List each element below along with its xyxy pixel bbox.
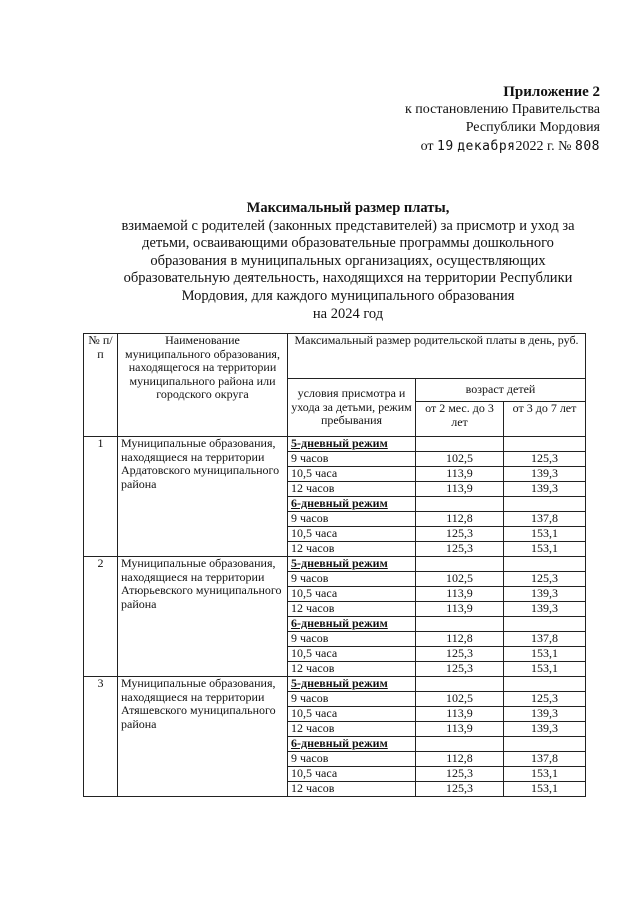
mode-label: 5-дневный режим bbox=[288, 557, 416, 572]
document-title bbox=[100, 200, 596, 323]
empty-cell bbox=[504, 617, 586, 632]
fee-age-2m-3y: 113,9 bbox=[416, 707, 504, 722]
fee-age-2m-3y: 113,9 bbox=[416, 602, 504, 617]
fee-age-3y-7y: 153,1 bbox=[504, 782, 586, 797]
duration-label: 9 часов bbox=[288, 452, 416, 467]
fee-age-3y-7y: 137,8 bbox=[504, 632, 586, 647]
fee-age-3y-7y: 139,3 bbox=[504, 602, 586, 617]
duration-label: 12 часов bbox=[288, 662, 416, 677]
fee-age-2m-3y: 125,3 bbox=[416, 647, 504, 662]
row-number: 1 bbox=[84, 437, 118, 557]
table-row bbox=[84, 557, 586, 572]
fee-age-2m-3y: 113,9 bbox=[416, 482, 504, 497]
fee-age-3y-7y: 125,3 bbox=[504, 452, 586, 467]
duration-label: 12 часов bbox=[288, 782, 416, 797]
duration-label: 10,5 часа bbox=[288, 527, 416, 542]
appendix-line-2: Республики Мордовия bbox=[465, 120, 600, 135]
fee-age-3y-7y: 153,1 bbox=[504, 527, 586, 542]
empty-cell bbox=[504, 677, 586, 692]
date-year-suffix: 2022 г. № bbox=[515, 139, 572, 154]
title-line: на 2024 год bbox=[312, 305, 384, 322]
fee-age-2m-3y: 125,3 bbox=[416, 527, 504, 542]
mode-label: 5-дневный режим bbox=[288, 437, 416, 452]
fee-age-2m-3y: 125,3 bbox=[416, 542, 504, 557]
mode-label: 6-дневный режим bbox=[288, 497, 416, 512]
municipality-name: Муниципальные образования, находящиеся на территории Атюрьевского муниципального района bbox=[118, 557, 288, 677]
header-age-1: от 2 мес. до 3 лет bbox=[416, 402, 504, 437]
duration-label: 12 часов bbox=[288, 482, 416, 497]
title-line: образовательную деятельность, находящихся на территории Республики bbox=[123, 270, 573, 287]
fee-age-2m-3y: 112,8 bbox=[416, 632, 504, 647]
fee-age-3y-7y: 125,3 bbox=[504, 692, 586, 707]
decree-number: 808 bbox=[575, 139, 600, 154]
mode-label: 6-дневный режим bbox=[288, 617, 416, 632]
empty-cell bbox=[416, 737, 504, 752]
duration-label: 9 часов bbox=[288, 692, 416, 707]
duration-label: 10,5 часа bbox=[288, 647, 416, 662]
mode-label: 6-дневный режим bbox=[288, 737, 416, 752]
duration-label: 9 часов bbox=[288, 752, 416, 767]
fee-age-3y-7y: 153,1 bbox=[504, 662, 586, 677]
fee-age-2m-3y: 113,9 bbox=[416, 587, 504, 602]
fee-age-2m-3y: 125,3 bbox=[416, 782, 504, 797]
mode-label: 5-дневный режим bbox=[288, 677, 416, 692]
appendix-date-line bbox=[405, 138, 600, 156]
fee-age-3y-7y: 139,3 bbox=[504, 482, 586, 497]
fee-age-2m-3y: 125,3 bbox=[416, 767, 504, 782]
fee-table-body bbox=[84, 334, 586, 797]
row-number: 3 bbox=[84, 677, 118, 797]
fee-age-3y-7y: 153,1 bbox=[504, 542, 586, 557]
fee-age-3y-7y: 137,8 bbox=[504, 752, 586, 767]
fee-age-3y-7y: 139,3 bbox=[504, 467, 586, 482]
fee-age-2m-3y: 112,8 bbox=[416, 512, 504, 527]
fee-age-2m-3y: 125,3 bbox=[416, 662, 504, 677]
duration-label: 10,5 часа bbox=[288, 467, 416, 482]
appendix-header bbox=[405, 83, 600, 156]
date-month: декабря bbox=[457, 139, 516, 154]
fee-age-2m-3y: 113,9 bbox=[416, 722, 504, 737]
header-max-fee: Максимальный размер родительской платы в день, руб. bbox=[288, 334, 586, 379]
header-conditions: условия присмотра и ухода за детьми, режим пребывания bbox=[288, 379, 416, 437]
title-line: Мордовия, для каждого муниципального образования bbox=[181, 287, 515, 304]
empty-cell bbox=[504, 497, 586, 512]
duration-label: 10,5 часа bbox=[288, 707, 416, 722]
duration-label: 12 часов bbox=[288, 722, 416, 737]
duration-label: 12 часов bbox=[288, 542, 416, 557]
duration-label: 10,5 часа bbox=[288, 587, 416, 602]
empty-cell bbox=[504, 437, 586, 452]
empty-cell bbox=[504, 737, 586, 752]
header-age-2: от 3 до 7 лет bbox=[504, 402, 586, 437]
title-line: детьми, осваивающими образовательные программы дошкольного bbox=[142, 235, 554, 252]
duration-label: 9 часов bbox=[288, 572, 416, 587]
fee-age-3y-7y: 153,1 bbox=[504, 647, 586, 662]
header-num: № п/п bbox=[84, 334, 118, 437]
municipality-name: Муниципальные образования, находящиеся на территории Ардатовского муниципального района bbox=[118, 437, 288, 557]
municipality-name: Муниципальные образования, находящиеся на территории Атяшевского муниципального района bbox=[118, 677, 288, 797]
header-age: возраст детей bbox=[416, 379, 586, 402]
fee-age-2m-3y: 102,5 bbox=[416, 572, 504, 587]
fee-age-3y-7y: 139,3 bbox=[504, 722, 586, 737]
empty-cell bbox=[416, 497, 504, 512]
empty-cell bbox=[416, 557, 504, 572]
empty-cell bbox=[416, 437, 504, 452]
duration-label: 9 часов bbox=[288, 632, 416, 647]
fee-age-2m-3y: 102,5 bbox=[416, 692, 504, 707]
duration-label: 9 часов bbox=[288, 512, 416, 527]
header-row bbox=[84, 334, 586, 379]
table-row bbox=[84, 677, 586, 692]
header-name: Наименование муниципального образования, находящегося на территории муниципального района или городского округа bbox=[118, 334, 288, 437]
title-line: образования в муниципальных организациях, осуществляющих bbox=[150, 252, 546, 269]
title-line: взимаемой с родителей (законных представителей) за присмотр и уход за bbox=[121, 217, 575, 234]
fee-table bbox=[83, 333, 586, 797]
fee-age-3y-7y: 153,1 bbox=[504, 767, 586, 782]
fee-age-2m-3y: 113,9 bbox=[416, 467, 504, 482]
title-main: Максимальный размер платы, bbox=[246, 200, 450, 216]
appendix-title: Приложение 2 bbox=[503, 84, 600, 100]
fee-age-3y-7y: 125,3 bbox=[504, 572, 586, 587]
appendix-line-1: к постановлению Правительства bbox=[404, 102, 600, 117]
fee-age-2m-3y: 112,8 bbox=[416, 752, 504, 767]
table-row bbox=[84, 437, 586, 452]
date-prefix: от bbox=[420, 139, 434, 154]
date-day: 19 bbox=[437, 139, 454, 154]
fee-age-3y-7y: 139,3 bbox=[504, 707, 586, 722]
fee-age-3y-7y: 137,8 bbox=[504, 512, 586, 527]
fee-age-3y-7y: 139,3 bbox=[504, 587, 586, 602]
duration-label: 10,5 часа bbox=[288, 767, 416, 782]
empty-cell bbox=[416, 617, 504, 632]
duration-label: 12 часов bbox=[288, 602, 416, 617]
row-number: 2 bbox=[84, 557, 118, 677]
empty-cell bbox=[504, 557, 586, 572]
empty-cell bbox=[416, 677, 504, 692]
fee-age-2m-3y: 102,5 bbox=[416, 452, 504, 467]
